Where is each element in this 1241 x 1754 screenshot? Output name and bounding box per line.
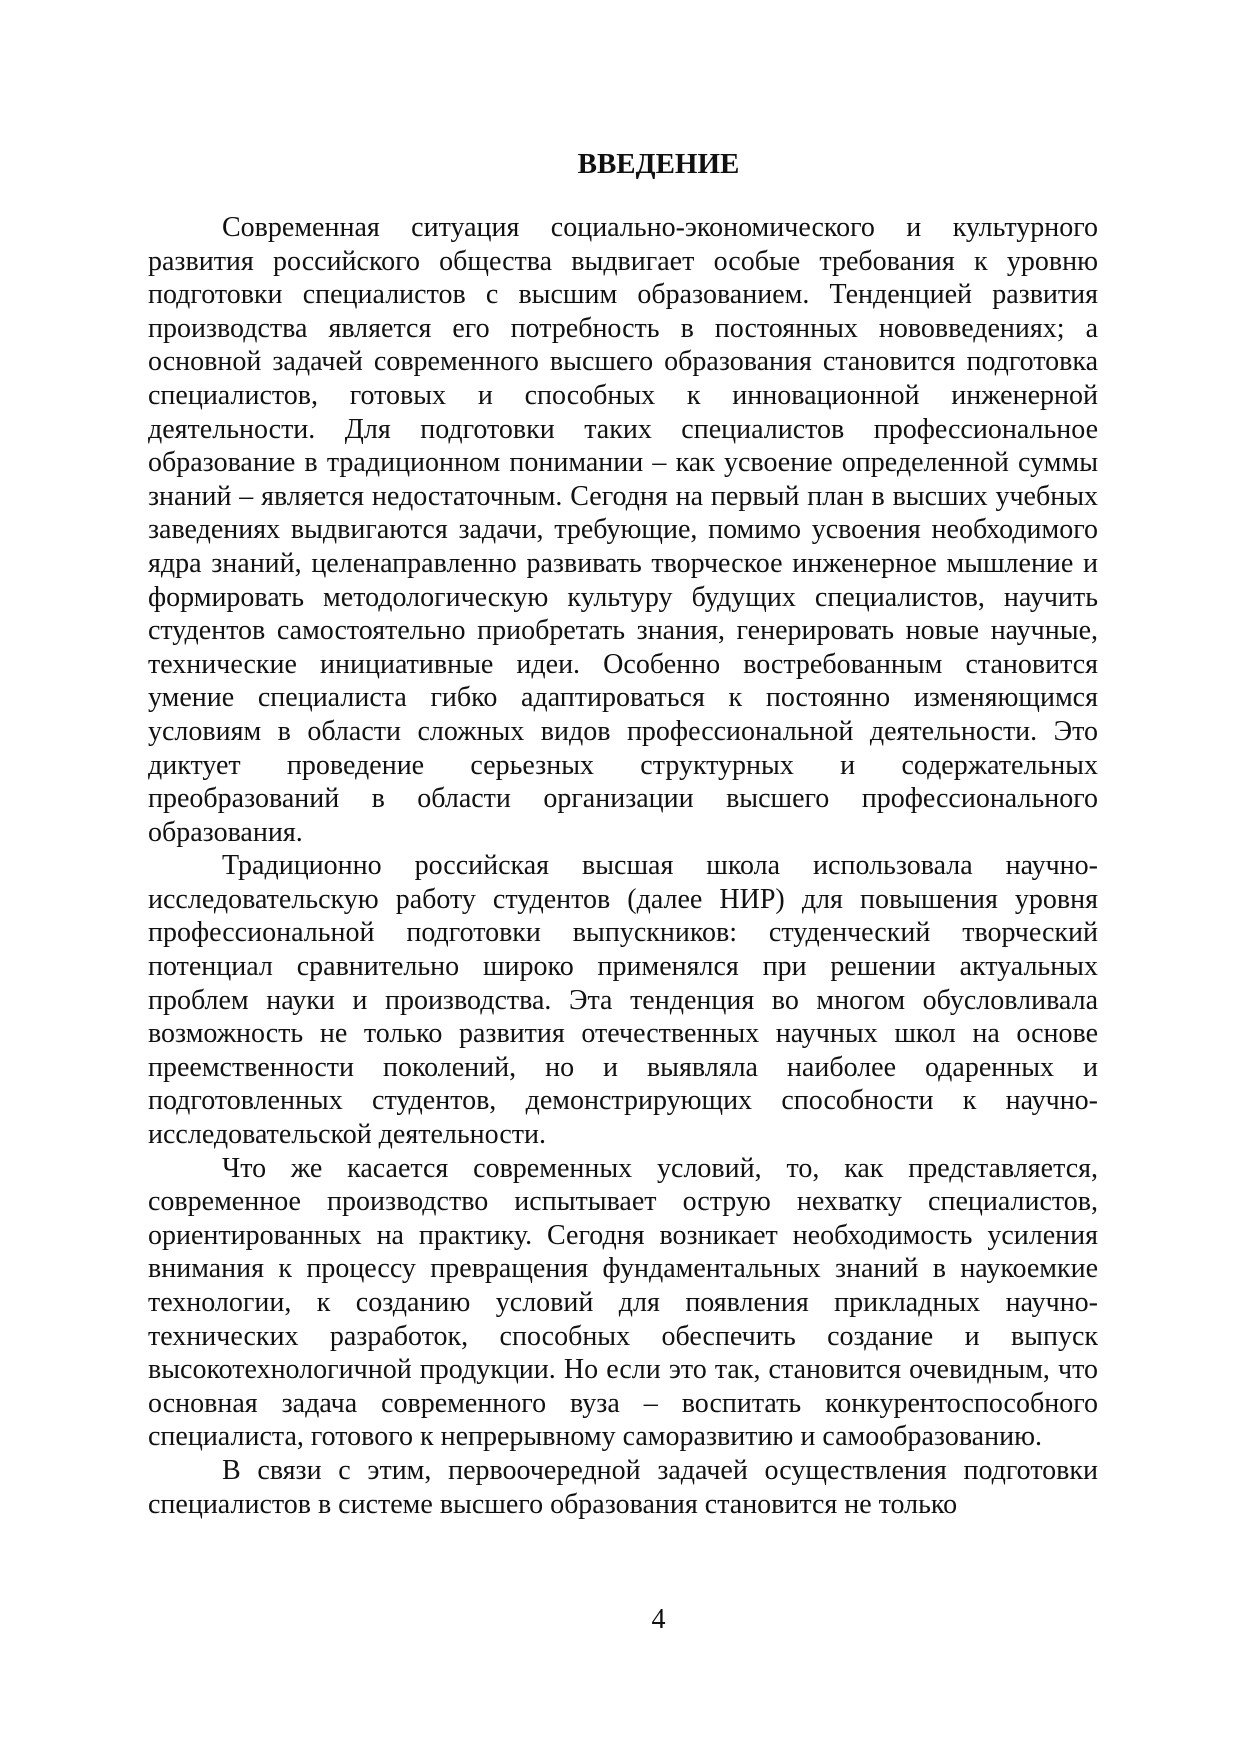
paragraph-3: Что же касается современных условий, то, как представляется, современное производство испытывает острую нехватку специалистов, ориентированных на практику. Сегодня возникает необходимость усиления внимания к процессу превращения фундаментальных знаний в наукоемкие технологии, к созданию условий для появления прикладных научно-технических разработок, способных обеспечить создание и выпуск высокотехнологичной продукции. Но если это так, становится очевидным, что основная задача современного вуза – воспитать конкурентоспособного специалиста, готового к непрерывному саморазвитию и самообразованию. [148, 1152, 1098, 1453]
page-title: ВВЕДЕНИЕ [577, 148, 740, 180]
paragraph-1: Современная ситуация социально-экономического и культурного развития российского общества выдвигает особые требования к уровню подготовки специалистов с высшим образованием. Тенденцией развития производства является его потребность в постоянных нововведениях; а основной задачей современного высшего образования становится подготовка специалистов, готовых и способных к инновационной инженерной деятельности. Для подготовки таких специалистов профессиональное образование в традиционном понимании – как усвоение определенной суммы знаний – является недостаточным. Сегодня на первый план в высших учебных заведениях выдвигаются задачи, требующие, помимо усвоения необходимого ядра знаний, целенаправленно развивать творческое инженерное мышление и формировать методологическую культуру будущих специалистов, научить студентов самостоятельно приобретать знания, генерировать новые научные, технические инициативные идеи. Особенно востребованным становится умение специалиста гибко адаптироваться к постоянно изменяющимся условиям в области сложных видов профессиональной деятельности. Это диктует проведение серьезных структурных и содержательных преобразований в области организации высшего профессионального образования. [148, 212, 1098, 848]
page-number: 4 [651, 1604, 666, 1635]
body-text [148, 211, 1098, 1521]
paragraph-4: В связи с этим, первоочередной задачей осуществления подготовки специалистов в системе высшего образования становится не только [148, 1454, 1098, 1520]
paragraph-2: Традиционно российская высшая школа использовала научно-исследовательскую работу студентов (далее НИР) для повышения уровня профессиональной подготовки выпускников: студенческий творческий потенциал сравнительно широко применялся при решении актуальных проблем науки и производства. Эта тенденция во многом обусловливала возможность не только развития отечественных научных школ на основе преемственности поколений, но и выявляла наиболее одаренных и подготовленных студентов, демонстрирующих способности к научно-исследовательской деятельности. [148, 850, 1098, 1151]
